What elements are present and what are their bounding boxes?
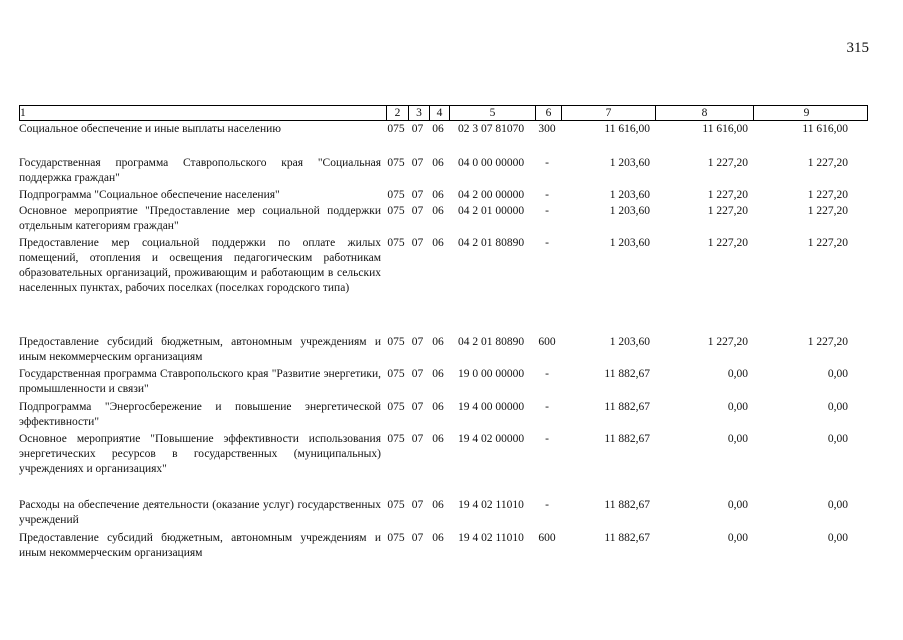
row-value-9: 1 227,20 <box>807 157 848 169</box>
row-col-6: - <box>545 433 549 445</box>
row-col-6: - <box>545 401 549 413</box>
row-col-6: - <box>545 157 549 169</box>
row-col-6: - <box>545 499 549 511</box>
row-name: Предоставление субсидий бюджетным, автономным учреждениям и иным некоммерческим организациям <box>19 532 381 559</box>
table-row <box>19 367 868 397</box>
table-row <box>19 156 868 186</box>
row-value-7: 1 203,60 <box>609 189 650 201</box>
row-col-2: 075 <box>387 189 405 201</box>
row-code: 04 0 00 00000 <box>457 157 525 169</box>
row-col-4: 06 <box>432 532 444 544</box>
row-col-3: 07 <box>411 433 424 445</box>
row-value-7: 11 616,00 <box>604 123 650 135</box>
row-value-7: 11 882,67 <box>604 368 650 380</box>
row-name: Предоставление мер социальной поддержки по оплате жилых помещений, отопления и освещения педагогическим работникам образовательных организаций, проживающим и работающим в сельских населенных пунктах, рабочих поселках (поселках городского типа) <box>19 237 381 294</box>
row-col-3: 07 <box>411 336 424 348</box>
row-value-7: 1 203,60 <box>609 336 650 348</box>
row-code: 04 2 01 80890 <box>457 237 525 249</box>
row-col-4: 06 <box>432 433 444 445</box>
row-value-9: 0,00 <box>827 368 848 380</box>
header-col-8: 8 <box>655 106 753 120</box>
row-col-4: 06 <box>432 368 444 380</box>
page-number: 315 <box>846 40 869 56</box>
row-value-8: 0,00 <box>727 499 748 511</box>
row-value-9: 1 227,20 <box>807 336 848 348</box>
row-col-2: 075 <box>387 433 405 445</box>
row-value-8: 0,00 <box>727 532 748 544</box>
row-code: 19 4 02 00000 <box>457 433 525 445</box>
row-name: Основное мероприятие "Предоставление мер социальной поддержки отдельным категориям граждан" <box>19 205 381 232</box>
row-col-2: 075 <box>387 237 405 249</box>
row-code: 04 2 01 80890 <box>457 336 525 348</box>
budget-table <box>19 105 868 559</box>
row-value-7: 11 882,67 <box>604 401 650 413</box>
row-col-3: 07 <box>411 368 424 380</box>
table-row <box>19 400 868 430</box>
row-value-9: 11 616,00 <box>802 123 848 135</box>
row-col-2: 075 <box>387 368 405 380</box>
row-col-4: 06 <box>432 157 444 169</box>
header-col-1: 1 <box>20 107 26 119</box>
row-col-6: 600 <box>538 532 556 544</box>
row-name: Государственная программа Ставропольского края "Развитие энергетики, промышленности и связи" <box>19 368 381 395</box>
header-col-3: 3 <box>408 106 429 120</box>
row-code: 02 3 07 81070 <box>457 123 525 135</box>
row-value-9: 1 227,20 <box>807 205 848 217</box>
row-code: 04 2 01 00000 <box>457 205 525 217</box>
header-col-9: 9 <box>753 106 859 120</box>
row-name: Государственная программа Ставропольского края "Социальная поддержка граждан" <box>19 157 381 184</box>
row-code: 19 4 00 00000 <box>457 401 525 413</box>
table-row <box>19 236 868 296</box>
table-row <box>19 335 868 365</box>
row-col-4: 06 <box>432 401 444 413</box>
table-header <box>19 105 868 121</box>
row-name: Подпрограмма "Социальное обеспечение населения" <box>19 189 280 201</box>
row-col-2: 075 <box>387 532 405 544</box>
row-col-4: 06 <box>432 123 444 135</box>
row-name: Подпрограмма "Энергосбережение и повышение энергетической эффективности" <box>19 401 381 428</box>
table-row <box>19 204 868 234</box>
row-value-7: 11 882,67 <box>604 532 650 544</box>
table-row <box>19 531 868 561</box>
row-col-3: 07 <box>411 157 424 169</box>
row-code: 04 2 00 00000 <box>457 189 525 201</box>
row-col-6: - <box>545 205 549 217</box>
table-row <box>19 432 868 477</box>
row-col-6: - <box>545 189 549 201</box>
row-col-6: 600 <box>538 336 556 348</box>
row-value-8: 0,00 <box>727 368 748 380</box>
row-col-6: 300 <box>538 123 556 135</box>
row-value-7: 11 882,67 <box>604 433 650 445</box>
header-col-5: 5 <box>449 106 535 120</box>
row-value-8: 1 227,20 <box>707 157 748 169</box>
row-value-9: 0,00 <box>827 532 848 544</box>
row-value-8: 1 227,20 <box>707 205 748 217</box>
header-col-6: 6 <box>535 106 561 120</box>
row-value-7: 1 203,60 <box>609 157 650 169</box>
row-col-2: 075 <box>387 123 405 135</box>
row-col-3: 07 <box>411 401 424 413</box>
row-value-8: 1 227,20 <box>707 237 748 249</box>
row-col-2: 075 <box>387 499 405 511</box>
row-col-4: 06 <box>432 336 444 348</box>
row-name: Основное мероприятие "Повышение эффективности использования энергетических ресурсов в государственных (муниципальных) учреждениях и организациях" <box>19 433 381 475</box>
row-col-4: 06 <box>432 189 444 201</box>
table-row <box>19 498 868 528</box>
row-value-7: 1 203,60 <box>609 237 650 249</box>
row-col-3: 07 <box>411 499 424 511</box>
row-value-8: 0,00 <box>727 401 748 413</box>
row-col-4: 06 <box>432 205 444 217</box>
header-col-7: 7 <box>561 106 655 120</box>
row-col-4: 06 <box>432 237 444 249</box>
row-col-6: - <box>545 368 549 380</box>
row-col-3: 07 <box>411 532 424 544</box>
row-value-9: 0,00 <box>827 401 848 413</box>
row-col-3: 07 <box>411 123 424 135</box>
row-code: 19 4 02 11010 <box>458 532 524 544</box>
row-value-8: 1 227,20 <box>707 336 748 348</box>
row-value-9: 0,00 <box>827 433 848 445</box>
row-code: 19 4 02 11010 <box>458 499 524 511</box>
row-code: 19 0 00 00000 <box>457 368 525 380</box>
row-col-2: 075 <box>387 401 405 413</box>
header-col-2: 2 <box>386 106 408 120</box>
row-col-2: 075 <box>387 336 405 348</box>
row-value-8: 0,00 <box>727 433 748 445</box>
table-row <box>19 122 868 137</box>
row-col-2: 075 <box>387 157 405 169</box>
row-name: Предоставление субсидий бюджетным, автономным учреждениям и иным некоммерческим организациям <box>19 336 381 363</box>
row-value-9: 0,00 <box>827 499 848 511</box>
row-value-8: 1 227,20 <box>707 189 748 201</box>
row-value-9: 1 227,20 <box>807 237 848 249</box>
row-value-7: 1 203,60 <box>609 205 650 217</box>
table-row <box>19 188 868 203</box>
row-col-3: 07 <box>411 189 424 201</box>
row-col-3: 07 <box>411 237 424 249</box>
row-name: Социальное обеспечение и иные выплаты населению <box>19 123 281 135</box>
row-value-9: 1 227,20 <box>807 189 848 201</box>
header-col-4: 4 <box>429 106 449 120</box>
row-col-4: 06 <box>432 499 444 511</box>
row-value-7: 11 882,67 <box>604 499 650 511</box>
row-value-8: 11 616,00 <box>702 123 748 135</box>
row-col-3: 07 <box>411 205 424 217</box>
row-name: Расходы на обеспечение деятельности (оказание услуг) государственных учреждений <box>19 499 381 526</box>
row-col-2: 075 <box>387 205 405 217</box>
row-col-6: - <box>545 237 549 249</box>
